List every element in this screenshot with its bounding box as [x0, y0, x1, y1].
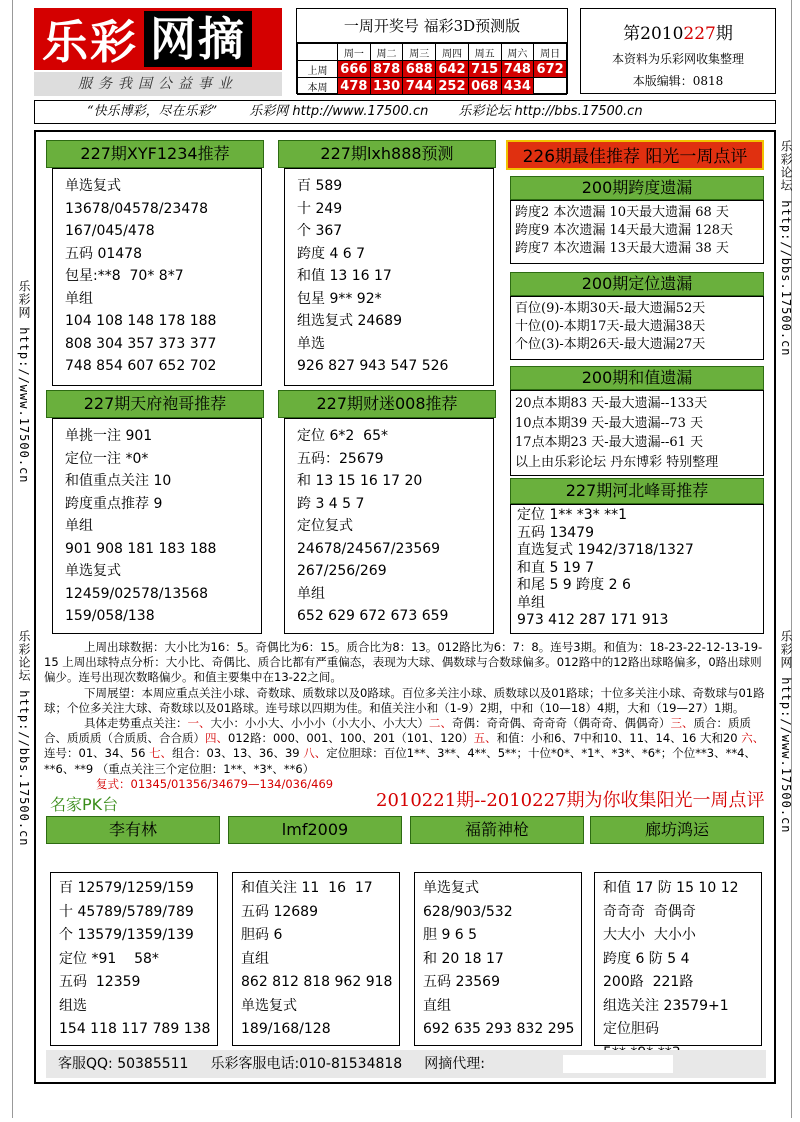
pk-col-2 — [232, 872, 400, 1046]
box-tianfu-body: 单挑一注 901 定位一注 *0* 和值重点关注 10 跨度重点推荐 9 单组 901 908 181 183 188 单选复式 12459/02578/13568 159/058/138 — [65, 428, 217, 624]
box-caimi — [284, 418, 494, 634]
link-bar — [34, 100, 776, 124]
day-header: 周三 — [403, 44, 436, 61]
quote: “快乐博彩，尽在乐彩” — [87, 104, 218, 119]
logo-box-text: 网摘 — [144, 11, 252, 67]
focus-item: 大小：小小大、小小小（小大小、小大大） — [210, 716, 429, 731]
draw-number-empty — [534, 78, 567, 95]
box-tianfu — [52, 418, 262, 634]
draw-number: 478 — [338, 78, 371, 95]
day-header: 周一 — [338, 44, 371, 61]
forum-link[interactable]: 乐彩论坛 http://bbs.17500.cn — [458, 104, 643, 119]
weekly-results-title: 一周开奖号 福彩3D预测版 — [297, 9, 567, 43]
box-xyf — [52, 168, 262, 386]
box-title-kuadu: 200期跨度遗漏 — [510, 176, 764, 200]
draw-number: 688 — [403, 61, 436, 78]
day-header: 周五 — [468, 44, 501, 61]
weekly-results-table — [297, 43, 567, 95]
focus-item: 012路：000、001、100、201（101、120） — [228, 731, 474, 746]
draw-number: 252 — [436, 78, 469, 95]
draw-number: 715 — [468, 61, 501, 78]
site-link[interactable]: 乐彩网 http://www.17500.cn — [249, 104, 429, 119]
analysis-focus — [44, 716, 766, 777]
box-title-hezhi: 200期和值遗漏 — [510, 366, 764, 390]
box-title-xyf: 227期XYF1234推荐 — [46, 140, 264, 168]
focus-num: 八、 — [303, 746, 327, 761]
best-pick-title: 226期最佳推荐 阳光一周点评 — [506, 140, 764, 170]
pk-col-3 — [414, 872, 582, 1046]
box-dingwei-body: 百位(9)-本期30天-最大遗漏52天 十位(0)-本期17天-最大遗漏38天 个位(3)-本期26天-最大遗漏27天 — [515, 301, 706, 352]
footer-bar — [46, 1050, 766, 1078]
pk-slogan: 2010221期--2010227期为你收集阳光一周点评 — [376, 790, 765, 811]
focus-item: 质合：质质合、质质质（合质质、合合质） — [44, 716, 751, 746]
focus-num: 五、 — [473, 731, 497, 746]
pk-col-2-body: 和值关注 11 16 17 五码 12689 胆码 6 直组 862 812 818 962 918 单选复式 189/168/128 — [241, 880, 393, 1037]
pk-col-title-1: 李有林 — [46, 816, 220, 844]
footer-phone: 乐彩客服电话:010-81534818 — [210, 1056, 403, 1072]
issue-note: 本资料为乐彩网收集整理 — [611, 52, 744, 66]
slogan: 服务我国公益事业 — [34, 72, 282, 96]
side-text-right-bottom: 乐彩网 http://www.17500.cn — [779, 630, 793, 834]
analysis-outlook: 下周展望：本周应重点关注小球、奇数球、质数球以及0路球。百位多关注小球、质数球以及01路球；十位多关注小球、奇数球与01路球；个位多关注大球、奇数球以及01路球。连号球以四期为佳。和值关注小和（1-9）2期，中和（10—18）4期，大和（19—27）1期。 — [44, 685, 765, 715]
box-kuadu — [510, 200, 764, 264]
focus-item: 组合：03、13、36、39 — [172, 746, 304, 761]
box-title-lxh: 227期lxh888预测 — [278, 140, 496, 168]
pk-col-title-2: lmf2009 — [228, 816, 402, 844]
issue-suffix: 期 — [715, 24, 733, 44]
day-header: 周二 — [370, 44, 403, 61]
logo-main-text: 乐彩 — [42, 15, 138, 69]
pk-col-4 — [594, 872, 762, 1046]
box-title-caimi: 227期财迷008推荐 — [278, 390, 496, 418]
draw-number: 642 — [436, 61, 469, 78]
box-hezhi — [510, 390, 764, 476]
day-header: 周六 — [501, 44, 534, 61]
draw-number: 130 — [370, 78, 403, 95]
draw-number: 748 — [501, 61, 534, 78]
day-header-row — [298, 44, 567, 61]
box-dingwei — [510, 296, 764, 360]
pk-col-1 — [50, 872, 218, 1046]
box-kuadu-body: 跨度2 本次遗漏 10天最大遗漏 68 天 跨度9 本次遗漏 14天最大遗漏 128天 跨度7 本次遗漏 13天最大遗漏 38 天 — [515, 205, 734, 256]
pk-col-3-body: 单选复式 628/903/532 胆 9 6 5 和 20 18 17 五码 23569 直组 692 635 293 832 295 — [423, 880, 575, 1037]
logo — [34, 8, 282, 70]
issue-editor: 本版编辑：0818 — [632, 74, 724, 88]
side-text-left-top: 乐彩网 http://www.17500.cn — [17, 280, 31, 484]
issue-prefix: 第2010 — [623, 24, 684, 44]
analysis-fushi: 复式：01345/01356/34679—134/036/469 — [96, 776, 334, 791]
agent-field — [563, 1055, 673, 1073]
issue-number — [581, 19, 775, 44]
box-xyf-body: 单选复式 13678/04578/23478 167/045/478 五码 01478 包星:**8 70* 8*7 单组 104 108 148 178 188 808 304 357 373 377 748 854 607 652 702 — [65, 178, 217, 374]
draw-number: 666 — [338, 61, 371, 78]
pk-col-4-body: 和值 17 防 15 10 12 奇奇奇 奇偶奇 大大小 大小小 跨度 6 防 5 4 200路 221路 组选关注 23579+1 定位胆码 — [603, 880, 739, 1037]
box-hebei — [510, 504, 764, 634]
box-hezhi-body: 20点本期83 天-最大遗漏--133天 10点本期39 天-最大遗漏--73 天 17点本期23 天-最大遗漏--61 天 以上由乐彩论坛 丹东博彩 特别整理 — [515, 396, 719, 470]
focus-num: 一、 — [187, 716, 211, 731]
issue-info — [580, 8, 776, 94]
draw-number: 744 — [403, 78, 436, 95]
weekly-results — [296, 8, 568, 94]
pk-col-title-3: 福箭神枪 — [410, 816, 584, 844]
box-title-hebei: 227期河北峰哥推荐 — [510, 478, 764, 504]
draw-number: 434 — [501, 78, 534, 95]
day-header: 周日 — [534, 44, 567, 61]
box-lxh — [284, 168, 494, 386]
row-label: 上周 — [298, 61, 338, 78]
focus-num: 七、 — [149, 746, 173, 761]
analysis-section — [44, 640, 766, 792]
focus-item: 定位胆球：百位1**、3**、4**、5**；十位*0*、*1*、*3*、*6*；个位**3、**4、**6、**9 （重点关注三个定位胆：1**、*3*、**6） — [44, 746, 756, 776]
side-text-left-bottom: 乐彩论坛 http://bbs.17500.cn — [17, 630, 31, 847]
focus-num: 二、 — [429, 716, 452, 731]
focus-num: 四、 — [205, 731, 228, 746]
this-week-row — [298, 78, 567, 95]
issue-num: 227 — [683, 24, 716, 44]
draw-number: 068 — [468, 78, 501, 95]
box-caimi-body: 定位 6*2 65* 五码：25679 和 13 15 16 17 20 跨 3 4 5 7 定位复式 24678/24567/23569 267/256/269 单组 652 629 672 673 659 — [297, 428, 449, 624]
focus-item: 连号：01、34、56 — [44, 746, 150, 761]
box-lxh-body: 百 589 十 249 个 367 跨度 4 6 7 和值 13 16 17 包星 9** 92* 组选复式 24689 单选 926 827 943 547 526 — [297, 178, 449, 374]
pk-title: 名家PK台 — [50, 795, 119, 814]
focus-num: 三、 — [670, 716, 694, 731]
focus-num: 六、 — [741, 731, 765, 746]
draw-number: 878 — [370, 61, 403, 78]
focus-intro: 具体走势重点关注： — [84, 716, 188, 731]
box-title-tianfu: 227期天府袍哥推荐 — [46, 390, 264, 418]
day-header: 周四 — [436, 44, 469, 61]
table-corner — [298, 44, 338, 61]
draw-number: 672 — [534, 61, 567, 78]
box-hebei-body: 定位 1** *3* **1 五码 13479 直选复式 1942/3718/1327 和直 5 19 7 和尾 5 9 跨度 2 6 单组 973 412 287 171 913 — [517, 507, 694, 628]
focus-item: 奇偶：奇奇偶、奇奇奇（偶奇奇、偶偶奇） — [452, 716, 671, 731]
analysis-last-week: 上周出球数据：大小比为16：5。奇偶比为6：15。质合比为8：13。012路比为6：7：8。连号3期。和值为：18-23-22-12-13-19-15 上周出球特点分析：大小比、奇偶比、质合比都有严重偏态，表现为大球、偶数球与合数球偏多。012路中的12路出球略偏多，0路出球则偏少。连号出现次数略偏少。和值主要集中在13-22之间。 — [44, 640, 763, 685]
pk-col-1-body: 百 12579/1259/159 十 45789/5789/789 个 13579/1359/139 定位 *91 58* 五码 12359 组选 154 118 117 789 138 — [59, 880, 211, 1037]
box-title-dingwei: 200期定位遗漏 — [510, 272, 764, 296]
last-week-row — [298, 61, 567, 78]
side-text-right-top: 乐彩论坛 http://bbs.17500.cn — [779, 140, 793, 357]
footer-qq: 客服QQ: 50385511 — [58, 1056, 189, 1072]
pk-col-title-4: 廊坊鸿运 — [590, 816, 764, 844]
focus-item: 和值：小和6、7中和10、11、14、16 大和20 — [496, 731, 742, 746]
row-label: 本周 — [298, 78, 338, 95]
footer-agent: 网摘代理: — [424, 1056, 485, 1072]
